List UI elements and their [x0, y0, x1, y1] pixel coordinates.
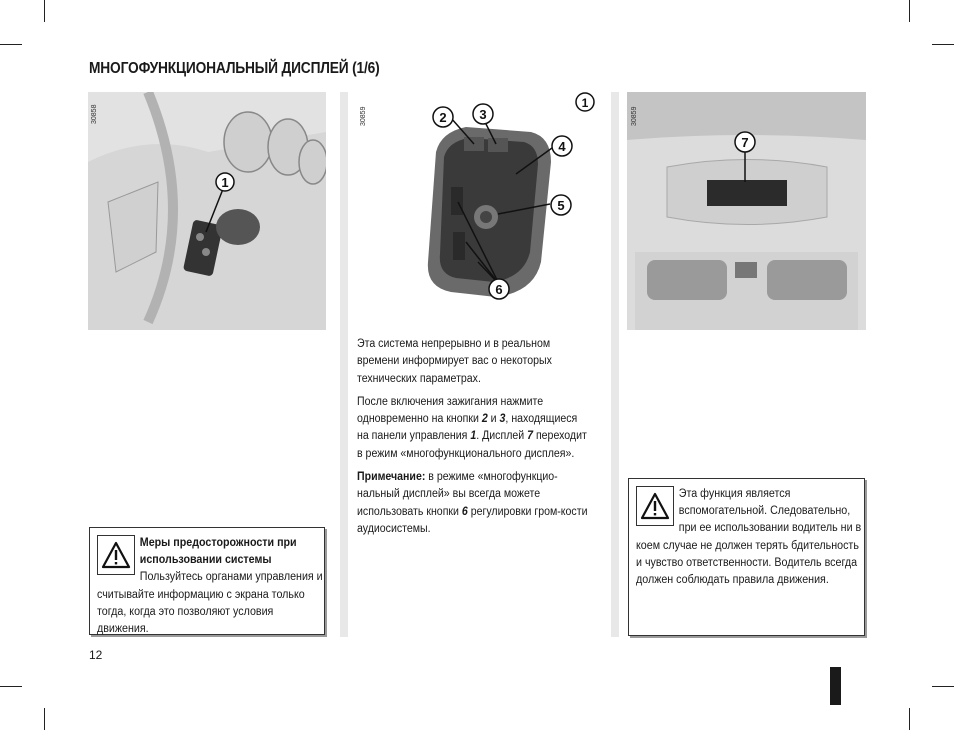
figure-dashboard-display: [627, 92, 866, 330]
column-divider: [611, 92, 619, 637]
figure-code: 30858: [91, 104, 98, 124]
crop-mark: [44, 0, 45, 22]
callout-label: 7: [741, 135, 749, 150]
figure-steering-controls: [88, 92, 326, 330]
crop-mark: [909, 708, 910, 730]
paragraph-note: [357, 469, 591, 538]
crop-mark: [0, 44, 22, 45]
control-panel-illustration: [356, 92, 596, 325]
crop-mark: [932, 44, 954, 45]
button-ref: 6: [461, 505, 468, 518]
section-tab-marker: [830, 667, 841, 705]
display-ref: 7: [527, 430, 534, 443]
text-run: в режиме «многофункцио-нальный дисплей» вы всегда можете использовать кнопки: [357, 471, 558, 518]
page-title: МНОГОФУНКЦИОНАЛЬНЫЙ ДИСПЛЕЙ (1/6): [89, 60, 380, 77]
dashboard-display-illustration: [627, 92, 866, 330]
warning-box-assistive: [628, 478, 865, 636]
warning-box-precautions: [89, 527, 325, 635]
button-ref: 2: [481, 413, 488, 426]
crop-mark: [44, 708, 45, 730]
figure-control-panel: [356, 92, 596, 325]
crop-mark: [0, 686, 22, 687]
callout-label: 5: [557, 198, 565, 213]
text-run: переходит в режим «многофункционального дисплея».: [357, 430, 587, 460]
figure-code: 30859: [631, 106, 638, 126]
callout-label: 6: [495, 282, 503, 297]
callout-label: 1: [221, 175, 229, 190]
steering-controls-illustration: [88, 92, 326, 330]
paragraph: [357, 394, 591, 463]
callout-label: 2: [439, 110, 447, 125]
panel-ref: 1: [470, 430, 477, 443]
button-ref: 3: [499, 413, 506, 426]
warning-text: Пользуйтесь органами управления и считывайте информацию с экрана только тогда, когда это позволяют условия движения.: [97, 571, 323, 636]
warning-heading: Меры предосторожности при использовании системы: [139, 537, 297, 567]
warning-text: Эта функция является вспомогательной. Следовательно, при ее использовании водитель ни в коем случае не должен терять бдительность и чувство ответственности. Водитель всегда должен соблюдать правила движения.: [636, 488, 862, 587]
column-divider: [340, 92, 348, 637]
crop-mark: [932, 686, 954, 687]
page-number: 12: [89, 648, 103, 662]
body-text: [357, 336, 593, 544]
text-run: и: [487, 413, 500, 426]
text-run: , находящиеся на панели управления: [357, 413, 578, 443]
note-label: Примечание:: [357, 471, 426, 484]
figure-code: 30859: [360, 106, 367, 126]
text-run: . Дисплей: [476, 430, 528, 443]
callout-label: 4: [558, 139, 566, 154]
text-run: После включения зажигания нажмите одновременно на кнопки: [357, 395, 544, 426]
crop-mark: [909, 0, 910, 22]
callout-label: 3: [479, 107, 487, 122]
text-run: регулировки гром-кости аудиосистемы.: [357, 505, 588, 535]
figure-corner-number: 1: [581, 96, 589, 110]
paragraph: Эта система непрерывно и в реальном времени информирует вас о некоторых технических параметрах.: [357, 338, 552, 385]
